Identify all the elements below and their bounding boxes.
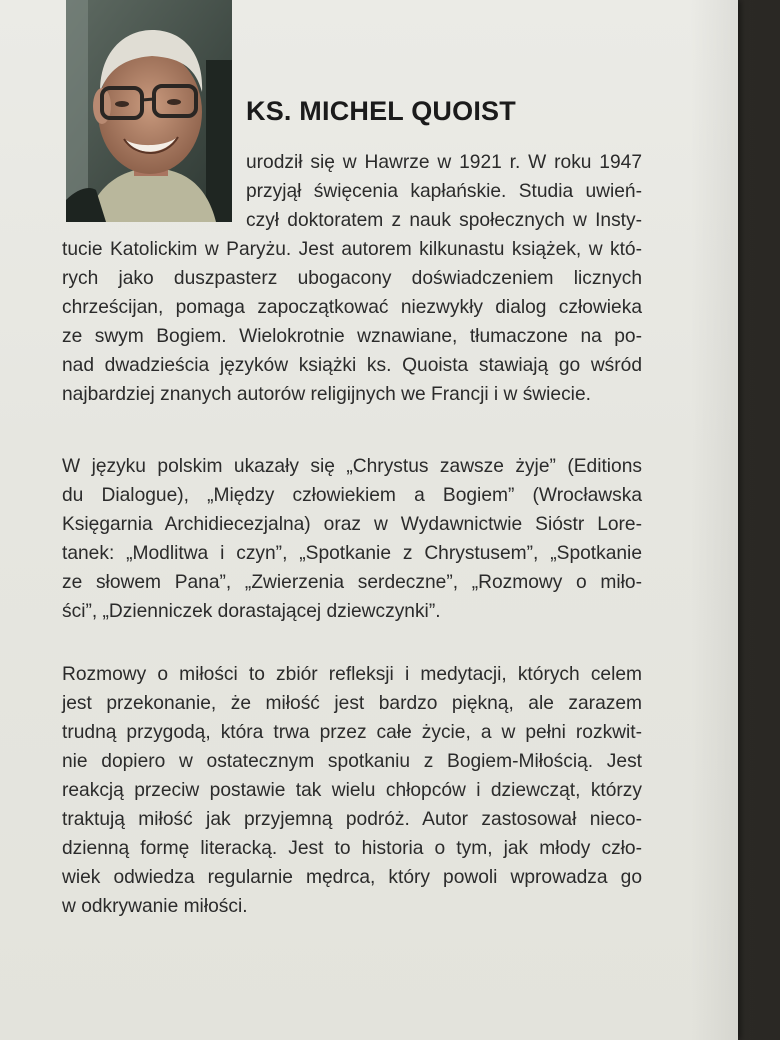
description-line: traktują miłość jak przyjemną podróż. Autor zastosował nieco- xyxy=(62,809,642,830)
publications-line: ści”, „Dzienniczek dorastającej dziewczynki”. xyxy=(62,601,441,622)
publications-line: W języku polskim ukazały się „Chrystus zawsze żyje” (Editions xyxy=(62,456,642,477)
publications-line: Księgarnia Archidiecezjalna) oraz w Wydawnictwie Sióstr Lore- xyxy=(62,514,642,535)
description-line: reakcją przeciw postawie tak wielu chłopców i dziewcząt, którzy xyxy=(62,780,642,801)
publications-paragraph xyxy=(62,452,642,626)
description-line: dzienną formę literacką. Jest to historia o tym, jak młody czło- xyxy=(62,838,642,859)
bio-line: ze swym Bogiem. Wielokrotnie wznawiane, tłumaczone na po- xyxy=(62,326,642,347)
bio-line: rych jako duszpasterz ubogacony doświadczeniem licznych xyxy=(62,268,642,289)
description-line: nie dopiero w ostatecznym spotkaniu z Bogiem-Miłością. Jest xyxy=(62,751,642,772)
description-line: Rozmowy o miłości to zbiór refleksji i medytacji, których celem xyxy=(62,664,642,685)
author-name: KS. MICHEL QUOIST xyxy=(246,96,516,126)
bio-line: czył doktoratem z nauk społecznych w Insty- xyxy=(246,210,642,231)
description-line: w odkrywanie miłości. xyxy=(62,896,248,917)
book-description-paragraph xyxy=(62,660,642,921)
bio-line: nad dwadzieścia języków książki ks. Quoista stawiają go wśród xyxy=(62,355,642,376)
bio-line: przyjął święcenia kapłańskie. Studia uwień- xyxy=(246,181,642,202)
bio-line: urodził się w Hawrze w 1921 r. W roku 1947 xyxy=(246,152,642,173)
description-line: wiek odwiedza regularnie mędrca, który powoli wprowadza go xyxy=(62,867,642,888)
publications-line: du Dialogue), „Między człowiekiem a Bogiem” (Wrocławska xyxy=(62,485,642,506)
publications-line: tanek: „Modlitwa i czyn”, „Spotkanie z Chrystusem”, „Spotkanie xyxy=(62,543,642,564)
author-bio-continued xyxy=(62,235,642,409)
bio-line: chrześcijan, pomaga zapoczątkować niezwykły dialog człowieka xyxy=(62,297,642,318)
description-line: jest przekonanie, że miłość jest bardzo piękną, ale zarazem xyxy=(62,693,642,714)
publications-line: ze słowem Pana”, „Zwierzenia serdeczne”, „Rozmowy o miło- xyxy=(62,572,642,593)
bio-line: tucie Katolickim w Paryżu. Jest autorem kilkunastu książek, w któ- xyxy=(62,239,642,260)
author-bio xyxy=(246,148,642,235)
description-line: trudną przygodą, która trwa przez całe życie, a w pełni rozkwit- xyxy=(62,722,642,743)
author-photo xyxy=(66,0,232,222)
bio-line: najbardziej znanych autorów religijnych we Francji i w świecie. xyxy=(62,384,591,405)
author-portrait-image xyxy=(66,0,232,222)
